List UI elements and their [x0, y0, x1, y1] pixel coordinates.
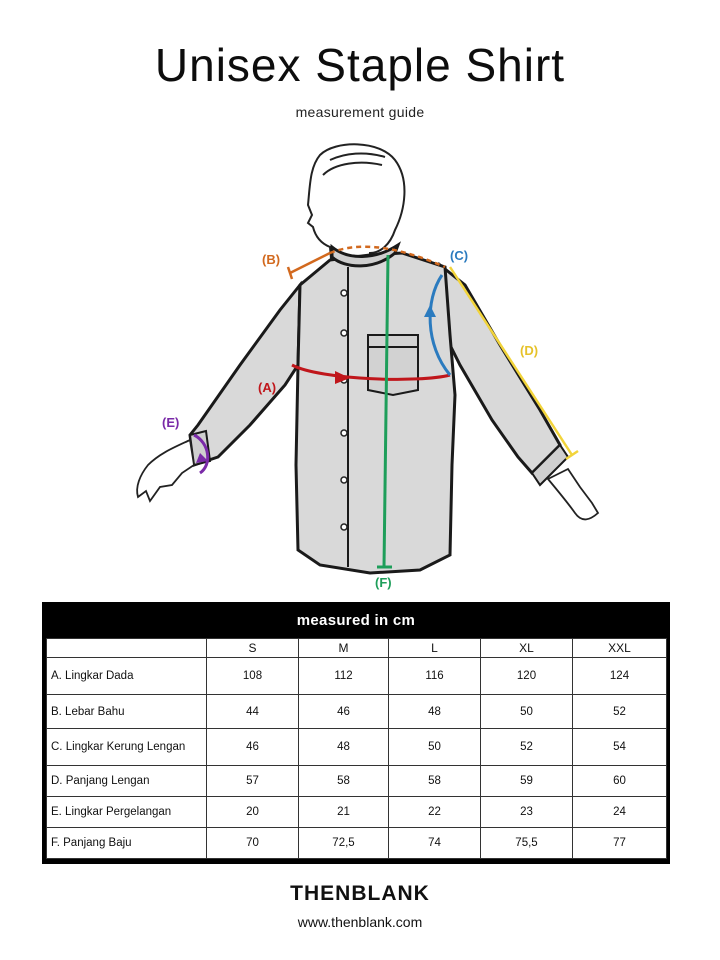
table-cell: 124: [573, 658, 667, 695]
row-label: D. Panjang Lengan: [47, 766, 207, 797]
table-cell: 48: [389, 695, 481, 729]
row-label: C. Lingkar Kerung Lengan: [47, 729, 207, 766]
table-cell: 108: [207, 658, 299, 695]
table-cell: 46: [299, 695, 389, 729]
website-link[interactable]: www.thenblank.com: [297, 914, 423, 930]
table-row: [47, 797, 667, 828]
table-cell: 52: [573, 695, 667, 729]
table-cell: 23: [481, 797, 573, 828]
row-label: E. Lingkar Pergelangan: [47, 797, 207, 828]
table-cell: 54: [573, 729, 667, 766]
label-d: (D): [520, 343, 539, 358]
table-cell: 21: [299, 797, 389, 828]
table-cell: 20: [207, 797, 299, 828]
table-cell: 75,5: [481, 828, 573, 859]
brand-light: THEN: [290, 882, 352, 905]
table-cell: 120: [481, 658, 573, 695]
label-a: (A): [258, 380, 277, 395]
column-header: XL: [481, 639, 573, 658]
size-chart-header: measured in cm: [296, 612, 416, 629]
table-cell: 24: [573, 797, 667, 828]
table-row: [47, 658, 667, 695]
table-cell: 46: [207, 729, 299, 766]
shirt-body: [190, 245, 568, 573]
column-header: [47, 639, 207, 658]
brand-logo: [0, 882, 720, 906]
table-row: [47, 766, 667, 797]
column-header: S: [207, 639, 299, 658]
page-subtitle: measurement guide: [295, 104, 425, 120]
table-cell: 116: [389, 658, 481, 695]
label-f: (F): [375, 575, 392, 590]
table-cell: 70: [207, 828, 299, 859]
size-table: [46, 638, 667, 859]
table-cell: 77: [573, 828, 667, 859]
table-cell: 74: [389, 828, 481, 859]
table-row: [47, 828, 667, 859]
table-header-row: [47, 639, 667, 658]
table-cell: 52: [481, 729, 573, 766]
table-cell: 48: [299, 729, 389, 766]
table-cell: 59: [481, 766, 573, 797]
label-c: (C): [450, 248, 469, 263]
table-row: [47, 729, 667, 766]
table-cell: 72,5: [299, 828, 389, 859]
table-cell: 50: [389, 729, 481, 766]
table-cell: 58: [299, 766, 389, 797]
table-cell: 60: [573, 766, 667, 797]
column-header: XXL: [573, 639, 667, 658]
brand-bold: BLANK: [351, 882, 430, 905]
row-label: A. Lingkar Dada: [47, 658, 207, 695]
page-title: Unisex Staple Shirt: [154, 39, 566, 91]
row-label: F. Panjang Baju: [47, 828, 207, 859]
column-header: L: [389, 639, 481, 658]
label-e: (E): [162, 415, 180, 430]
label-b: (B): [262, 252, 281, 267]
table-cell: 58: [389, 766, 481, 797]
row-label: B. Lebar Bahu: [47, 695, 207, 729]
table-cell: 50: [481, 695, 573, 729]
table-cell: 112: [299, 658, 389, 695]
size-chart: [42, 602, 670, 864]
table-row: [47, 695, 667, 729]
table-cell: 44: [207, 695, 299, 729]
table-cell: 57: [207, 766, 299, 797]
table-cell: 22: [389, 797, 481, 828]
shirt-illustration: [120, 135, 620, 595]
column-header: M: [299, 639, 389, 658]
